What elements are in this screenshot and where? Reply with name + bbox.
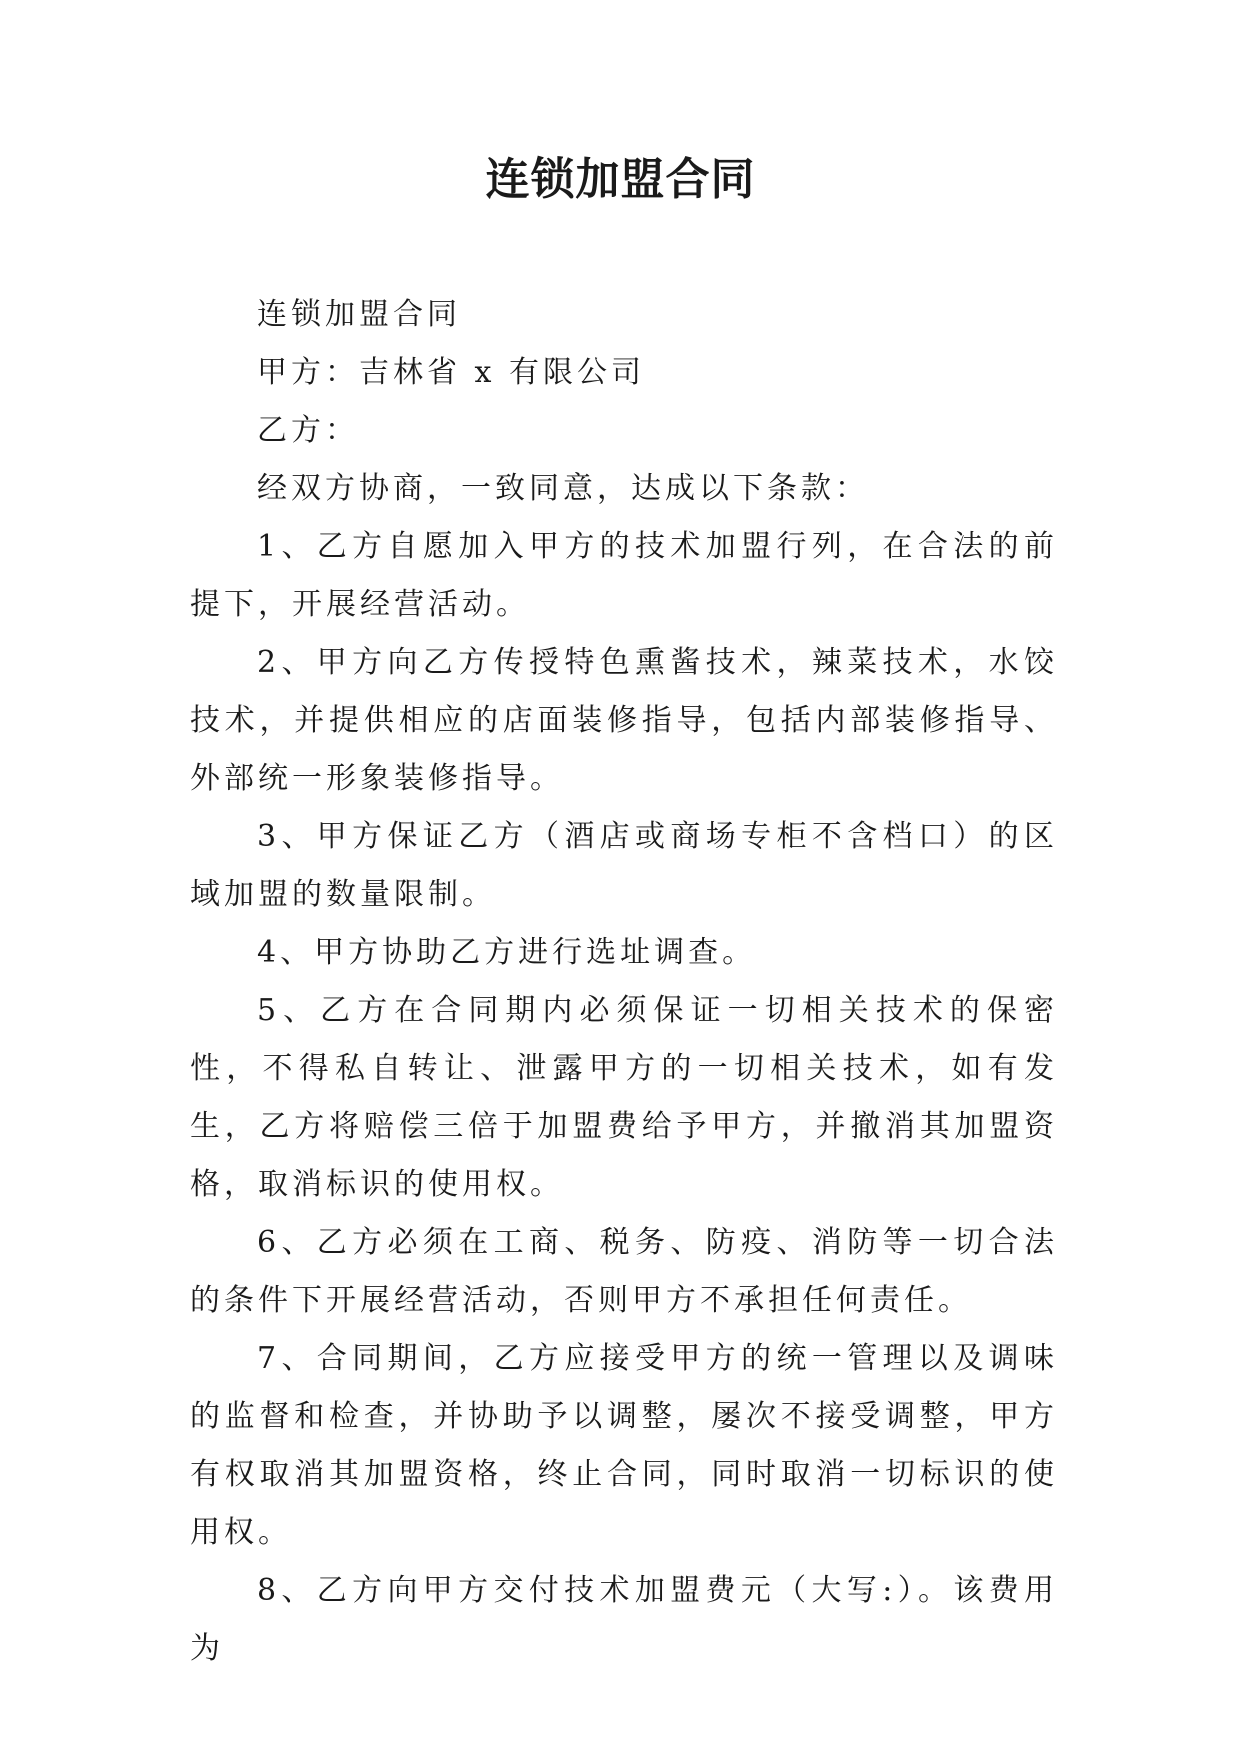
document-title: 连锁加盟合同: [485, 154, 756, 205]
clause-8: 8、乙方向甲方交付技术加盟费元（大写:）。该费用为: [190, 1573, 1058, 1666]
clause-4: 4、甲方协助乙方进行选址调查。: [257, 935, 757, 970]
clause-6: 6、乙方必须在工商、税务、防疫、消防等一切合法的条件下开展经营活动，否则甲方不承担任何责任。: [190, 1225, 1058, 1318]
paragraph-intro: 经双方协商，一致同意，达成以下条款：: [257, 471, 869, 506]
clause-5: 5、乙方在合同期内必须保证一切相关技术的保密性，不得私自转让、泄露甲方的一切相关技术，如有发生，乙方将赔偿三倍于加盟费给予甲方，并撤消其加盟资格，取消标识的使用权。: [190, 993, 1058, 1202]
paragraph-party-b: 乙方：: [257, 413, 359, 448]
paragraph-party-a: 甲方：吉林省 x 有限公司: [257, 355, 645, 390]
paragraph-heading: 连锁加盟合同: [257, 297, 461, 332]
clause-7: 7、合同期间，乙方应接受甲方的统一管理以及调味的监督和检查，并协助予以调整，屡次不接受调整，甲方有权取消其加盟资格，终止合同，同时取消一切标识的使用权。: [190, 1341, 1058, 1550]
clause-1: 1、乙方自愿加入甲方的技术加盟行列，在合法的前提下，开展经营活动。: [190, 529, 1058, 622]
document-body: [190, 286, 1058, 1678]
clause-3: 3、甲方保证乙方（酒店或商场专柜不含档口）的区域加盟的数量限制。: [190, 819, 1058, 912]
clause-2: 2、甲方向乙方传授特色熏酱技术，辣菜技术，水饺技术，并提供相应的店面装修指导，包括内部装修指导、外部统一形象装修指导。: [190, 645, 1058, 796]
